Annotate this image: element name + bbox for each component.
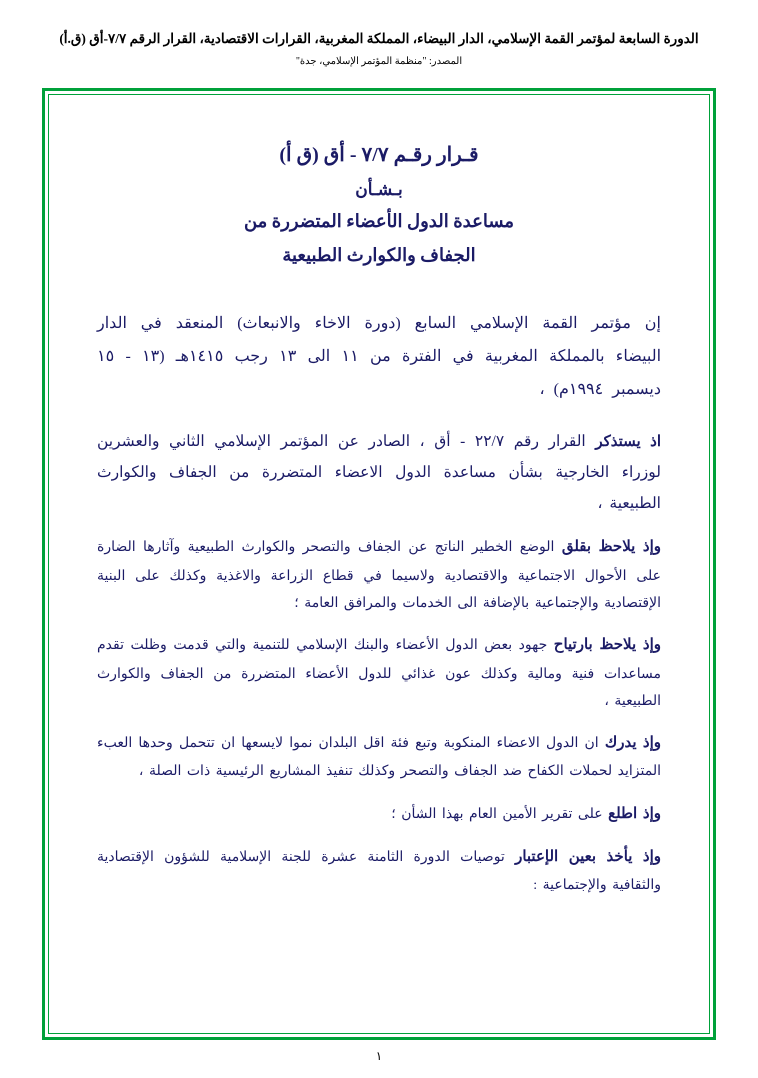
- clause-lead-6: وإذ يأخذ بعين الإعتبار: [515, 848, 662, 865]
- document-header: [0, 30, 758, 68]
- resolution-subject-label: بـشـأن: [355, 180, 403, 199]
- clause-lead-4: وإذ يدرك: [604, 735, 662, 752]
- clause-text-6: توصيات الدورة الثامنة عشرة للجنة الإسلامية للشؤون الإقتصادية والثقافية والإجتماعية :: [97, 849, 661, 894]
- preamble-clause-6: [97, 843, 661, 900]
- clause-text-4: ان الدول الاعضاء المنكوبة وتبع فئة اقل البلدان نموا لايسعها ان تتحمل وحدها العبء المتزايد لحملات الكفاح ضد الجفاف والتصحر وكذلك تنفيذ المشاريع الرئيسية ذات الصلة ،: [97, 736, 661, 780]
- resolution-body: [97, 308, 661, 899]
- preamble-clause-5: [97, 800, 661, 829]
- page-number: ١: [375, 1049, 383, 1063]
- resolution-number: قـرار رقـم ٧/٧ - أق (ق أ): [279, 144, 479, 166]
- preamble-clause-1: [97, 426, 661, 519]
- resolution-subject-line-1: مساعدة الدول الأعضاء المتضررة من: [243, 211, 515, 232]
- preamble-clause-3: [97, 631, 661, 715]
- clause-lead-5: وإذ اطلع: [608, 805, 661, 822]
- preamble-intro: إن مؤتمر القمة الإسلامي السابع (دورة الاخاء والانبعاث) المنعقد في الدار البيضاء بالمملكة المغربية في الفترة من ١١ الى ١٣ رجب ١٤١٥هـ (١٣ - ١٥ ديسمبر ١٩٩٤م) ،: [97, 315, 662, 398]
- header-title: الدورة السابعة لمؤتمر القمة الإسلامي، الدار البيضاء، المملكة المغربية، القرارات الاقتصادية، القرار الرقم ٧/٧-أق (ق.أ): [59, 31, 699, 46]
- clause-text-2: الوضع الخطير الناتج عن الجفاف والتصحر والكوارث الطبيعية وآثارها الضارة على الأحوال الاجتماعية والاقتصادية ولاسيما في قطاع الزراعة والاغذية وكذلك على البنية الإقتصادية والإجتماعية بالإضافة الى الخدمات والمرافق العامة ؛: [97, 540, 661, 611]
- page-border-frame: [42, 88, 716, 1040]
- clause-text-5: على تقرير الأمين العام بهذا الشأن ؛: [391, 806, 603, 822]
- clause-text-1: القرار رقم ٢٢/٧ - أق ، الصادر عن المؤتمر الإسلامي الثاني والعشرين لوزراء الخارجية بشأن مساعدة الدول الاعضاء المتضررة من الجفاف والكوارث الطبيعية ،: [97, 433, 661, 513]
- preamble-clause-2: [97, 533, 661, 617]
- clause-lead-1: اذ يستذكر: [595, 434, 661, 451]
- clause-lead-2: وإذ يلاحظ بقلق: [561, 539, 662, 556]
- resolution-title-block: [97, 137, 661, 272]
- clause-lead-3: وإذ يلاحظ بارتياح: [553, 637, 662, 654]
- header-source: المصدر: "منظمة المؤتمر الإسلامي، جدة": [295, 55, 463, 67]
- document-content: [45, 91, 713, 1037]
- resolution-subject-line-2: الجفاف والكوارث الطبيعية: [282, 244, 476, 265]
- preamble-clause-4: [97, 729, 661, 786]
- clause-text-3: جهود بعض الدول الأعضاء والبنك الإسلامي للتنمية والتي قدمت وظلت تقدم مساعدات فنية ومالية وكذلك عون غذائي للدول الأعضاء المتضررة من الجفاف والكوارث الطبيعية ،: [97, 638, 661, 709]
